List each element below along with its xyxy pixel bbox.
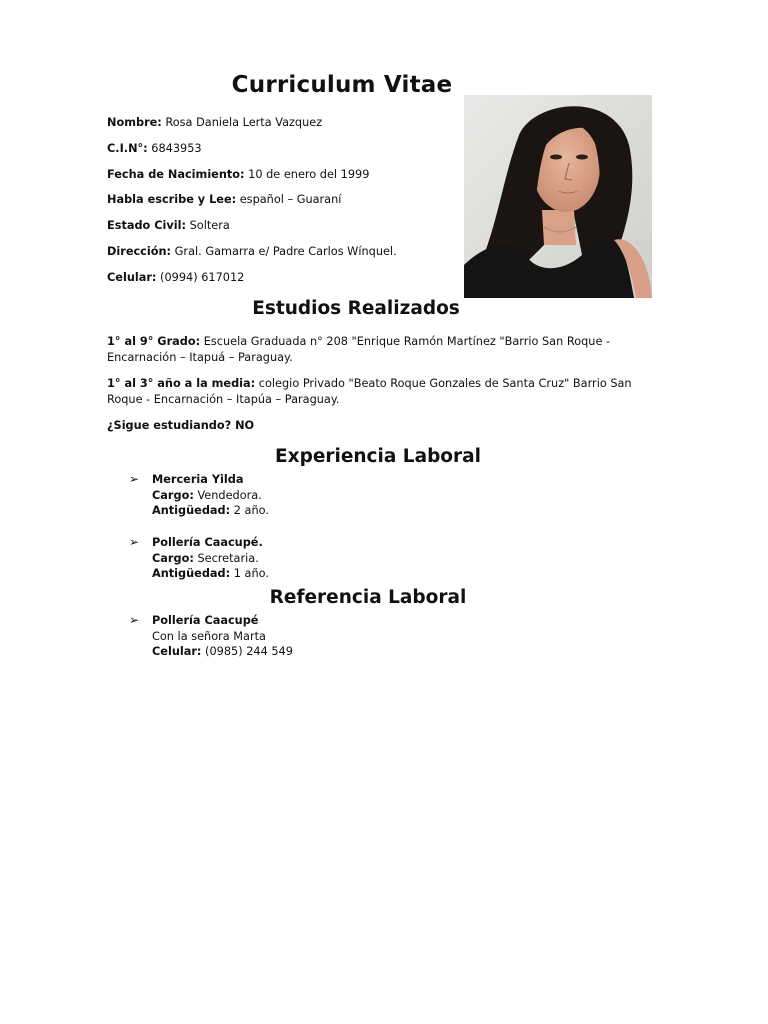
reference-phone: (0985) 244 549 [205,645,293,658]
heading-experiencia: Experiencia Laboral [275,446,481,467]
reference-contact: Con la señora Marta [152,629,266,643]
job-entry-1: Merceria Yilda Cargo: Vendedora. Antigüedad: 2 año. [152,473,269,517]
field-direccion: Dirección: Gral. Gamarra e/ Padre Carlos Wínquel. [107,245,397,258]
job-place: Pollería Caacupé. [152,536,263,549]
job-entry-2: Pollería Caacupé. Cargo: Secretaria. Antigüedad: 1 año. [152,536,269,580]
bullet-arrow-icon: ➢ [129,613,140,627]
field-estado-civil: Estado Civil: Soltera [107,219,230,232]
field-celular: Celular: (0994) 617012 [107,271,245,284]
still-studying: ¿Sigue estudiando? NO [107,419,255,432]
heading-estudios: Estudios Realizados [252,298,460,319]
page-title: Curriculum Vitae [231,72,453,98]
reference-place: Pollería Caacupé [152,614,259,627]
field-nombre: Nombre: Rosa Daniela Lerta Vazquez [107,116,323,129]
study-item-primaria: 1° al 9° Grado: Escuela Graduada n° 208 "Enrique Ramón Martínez "Barrio San Roque - Encarnación – Itapuá – Paraguay. [107,335,611,364]
reference-entry: Pollería Caacupé Con la señora Marta Celular: (0985) 244 549 [152,614,293,658]
field-idiomas: Habla escribe y Lee: español – Guaraní [107,193,342,206]
job-place: Merceria Yilda [152,473,244,486]
heading-referencia: Referencia Laboral [269,587,467,608]
portrait-photo [464,95,652,298]
bullet-arrow-icon: ➢ [129,535,140,549]
bullet-arrow-icon: ➢ [129,472,140,486]
study-item-media: 1° al 3° año a la media: colegio Privado "Beato Roque Gonzales de Santa Cruz" Barrio San Roque - Encarnación – Itapúa – Paraguay. [107,377,632,406]
field-fecha-nacimiento: Fecha de Nacimiento: 10 de enero del 1999 [107,168,370,181]
field-cin: C.I.N°: 6843953 [107,142,202,155]
